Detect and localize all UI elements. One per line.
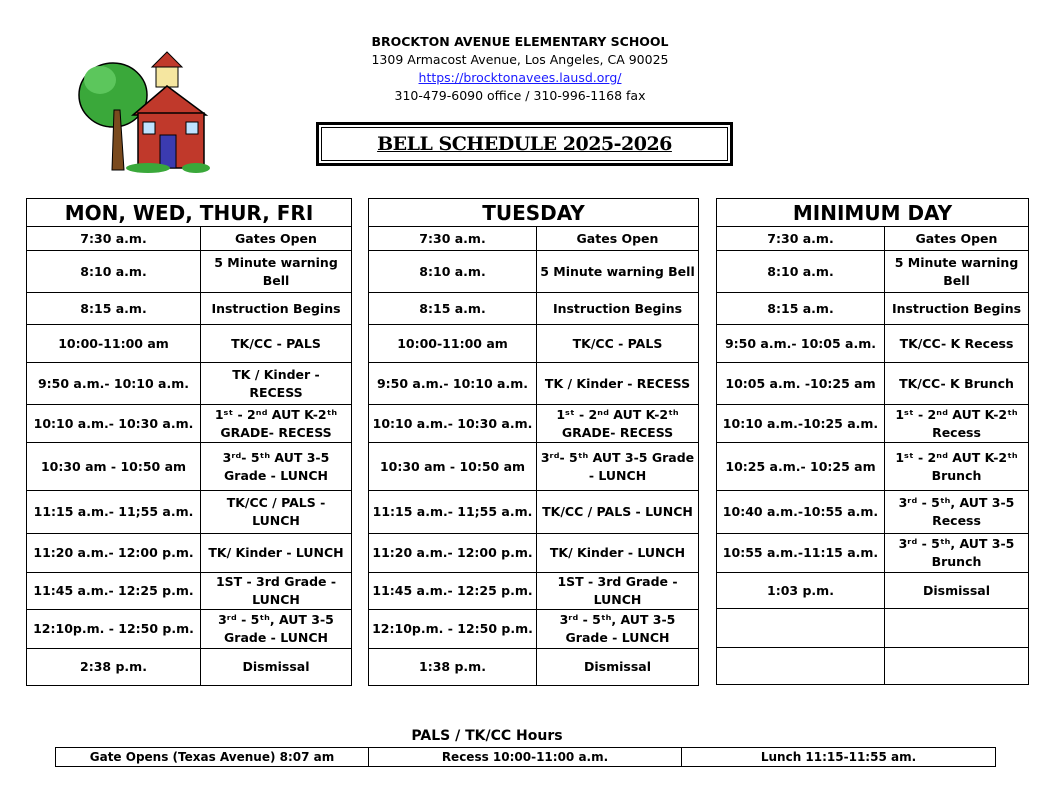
- table-row: [369, 363, 699, 405]
- table-row: [27, 251, 352, 293]
- event-cell: Gates Open: [537, 227, 699, 251]
- event-cell: Instruction Begins: [537, 293, 699, 325]
- table-row: [369, 405, 699, 443]
- table-row: [369, 491, 699, 534]
- event-cell: 1ST - 3rd Grade - LUNCH: [201, 573, 352, 610]
- time-cell: 11:15 a.m.- 11;55 a.m.: [27, 491, 201, 534]
- schedule-table-tuesday: [368, 198, 699, 686]
- time-cell: 12:10p.m. - 12:50 p.m.: [369, 610, 537, 649]
- school-name: BROCKTON AVENUE ELEMENTARY SCHOOL: [371, 34, 669, 49]
- time-cell: 7:30 a.m.: [369, 227, 537, 251]
- time-cell: 11:20 a.m.- 12:00 p.m.: [369, 534, 537, 573]
- time-cell: 9:50 a.m.- 10:10 a.m.: [369, 363, 537, 405]
- page-title: BELL SCHEDULE 2025-2026: [377, 133, 672, 155]
- time-cell: 11:45 a.m.- 12:25 p.m.: [27, 573, 201, 610]
- table-row: [717, 443, 1029, 491]
- time-cell: 9:50 a.m.- 10:10 a.m.: [27, 363, 201, 405]
- schoolhouse-logo-icon: [78, 50, 213, 178]
- time-cell: 10:10 a.m.- 10:30 a.m.: [369, 405, 537, 443]
- event-cell: TK/ Kinder - LUNCH: [537, 534, 699, 573]
- event-cell: [885, 648, 1029, 685]
- event-cell: TK/CC- K Recess: [885, 325, 1029, 363]
- schedule-heading: TUESDAY: [369, 199, 699, 227]
- time-cell: 10:30 am - 10:50 am: [27, 443, 201, 491]
- time-cell: 8:15 a.m.: [717, 293, 885, 325]
- table-row: [27, 649, 352, 686]
- event-cell: 3ʳᵈ - 5ᵗʰ, AUT 3-5 Grade - LUNCH: [201, 610, 352, 649]
- event-cell: 1ˢᵗ - 2ⁿᵈ AUT K-2ᵗʰ GRADE- RECESS: [201, 405, 352, 443]
- table-row: [369, 251, 699, 293]
- time-cell: [717, 609, 885, 648]
- event-cell: TK/CC / PALS - LUNCH: [537, 491, 699, 534]
- table-row: [27, 610, 352, 649]
- table-row: [717, 609, 1029, 648]
- title-box: [316, 122, 733, 166]
- pals-gate-opens: Gate Opens (Texas Avenue) 8:07 am: [56, 748, 369, 767]
- event-cell: 1ˢᵗ - 2ⁿᵈ AUT K-2ᵗʰ Recess: [885, 405, 1029, 443]
- table-row: [369, 534, 699, 573]
- time-cell: 11:20 a.m.- 12:00 p.m.: [27, 534, 201, 573]
- table-row: [717, 325, 1029, 363]
- time-cell: 10:00-11:00 am: [27, 325, 201, 363]
- event-cell: 1ˢᵗ - 2ⁿᵈ AUT K-2ᵗʰ GRADE- RECESS: [537, 405, 699, 443]
- table-row: [27, 363, 352, 405]
- table-row: [27, 573, 352, 610]
- time-cell: 8:15 a.m.: [27, 293, 201, 325]
- table-row: [27, 227, 352, 251]
- table-row: [27, 491, 352, 534]
- event-cell: 3ʳᵈ- 5ᵗʰ AUT 3-5 Grade - LUNCH: [537, 443, 699, 491]
- table-row: [369, 443, 699, 491]
- table-row: [27, 405, 352, 443]
- time-cell: 1:03 p.m.: [717, 573, 885, 609]
- time-cell: 11:15 a.m.- 11;55 a.m.: [369, 491, 537, 534]
- event-cell: Dismissal: [885, 573, 1029, 609]
- event-cell: [885, 609, 1029, 648]
- event-cell: 1ˢᵗ - 2ⁿᵈ AUT K-2ᵗʰ Brunch: [885, 443, 1029, 491]
- event-cell: TK/CC / PALS - LUNCH: [201, 491, 352, 534]
- event-cell: 5 Minute warning Bell: [885, 251, 1029, 293]
- table-row: [369, 573, 699, 610]
- event-cell: Instruction Begins: [201, 293, 352, 325]
- event-cell: TK/CC - PALS: [201, 325, 352, 363]
- time-cell: 7:30 a.m.: [717, 227, 885, 251]
- time-cell: 10:55 a.m.-11:15 a.m.: [717, 534, 885, 573]
- time-cell: 10:30 am - 10:50 am: [369, 443, 537, 491]
- schedule-heading: MINIMUM DAY: [717, 199, 1029, 227]
- event-cell: 3ʳᵈ - 5ᵗʰ, AUT 3-5 Brunch: [885, 534, 1029, 573]
- time-cell: 8:15 a.m.: [369, 293, 537, 325]
- table-row: [717, 573, 1029, 609]
- event-cell: TK / Kinder - RECESS: [537, 363, 699, 405]
- time-cell: 8:10 a.m.: [369, 251, 537, 293]
- event-cell: TK/ Kinder - LUNCH: [201, 534, 352, 573]
- schedule-heading: MON, WED, THUR, FRI: [27, 199, 352, 227]
- event-cell: TK/CC- K Brunch: [885, 363, 1029, 405]
- table-row: [369, 610, 699, 649]
- table-row: [27, 325, 352, 363]
- event-cell: Dismissal: [537, 649, 699, 686]
- time-cell: 8:10 a.m.: [27, 251, 201, 293]
- table-row: [717, 648, 1029, 685]
- time-cell: 12:10p.m. - 12:50 p.m.: [27, 610, 201, 649]
- event-cell: 3ʳᵈ - 5ᵗʰ, AUT 3-5 Grade - LUNCH: [537, 610, 699, 649]
- time-cell: 11:45 a.m.- 12:25 p.m.: [369, 573, 537, 610]
- pals-hours-table: [55, 747, 996, 767]
- table-row: [717, 491, 1029, 534]
- table-row: [27, 293, 352, 325]
- schedule-table-mon-wed-thur-fri: [26, 198, 352, 686]
- table-row: [717, 534, 1029, 573]
- pals-hours-title: PALS / TK/CC Hours: [411, 728, 563, 744]
- time-cell: 10:10 a.m.-10:25 a.m.: [717, 405, 885, 443]
- time-cell: 10:00-11:00 am: [369, 325, 537, 363]
- time-cell: 7:30 a.m.: [27, 227, 201, 251]
- table-row: [369, 649, 699, 686]
- time-cell: 1:38 p.m.: [369, 649, 537, 686]
- table-row: [369, 227, 699, 251]
- event-cell: Dismissal: [201, 649, 352, 686]
- event-cell: TK/CC - PALS: [537, 325, 699, 363]
- table-row: [717, 405, 1029, 443]
- table-row: [717, 363, 1029, 405]
- time-cell: 10:10 a.m.- 10:30 a.m.: [27, 405, 201, 443]
- table-row: [27, 534, 352, 573]
- event-cell: Gates Open: [201, 227, 352, 251]
- time-cell: 10:05 a.m. -10:25 am: [717, 363, 885, 405]
- time-cell: 9:50 a.m.- 10:05 a.m.: [717, 325, 885, 363]
- school-website-link[interactable]: https://brocktonavees.lausd.org/: [418, 70, 622, 85]
- event-cell: 3ʳᵈ - 5ᵗʰ, AUT 3-5 Recess: [885, 491, 1029, 534]
- table-row: [717, 251, 1029, 293]
- event-cell: Gates Open: [885, 227, 1029, 251]
- time-cell: [717, 648, 885, 685]
- event-cell: 1ST - 3rd Grade - LUNCH: [537, 573, 699, 610]
- time-cell: 10:25 a.m.- 10:25 am: [717, 443, 885, 491]
- school-address: 1309 Armacost Avenue, Los Angeles, CA 90025: [371, 52, 669, 67]
- table-row: [369, 293, 699, 325]
- time-cell: 8:10 a.m.: [717, 251, 885, 293]
- pals-recess: Recess 10:00-11:00 a.m.: [369, 748, 682, 767]
- time-cell: 10:40 a.m.-10:55 a.m.: [717, 491, 885, 534]
- school-header: [300, 33, 740, 105]
- event-cell: 3ʳᵈ- 5ᵗʰ AUT 3-5 Grade - LUNCH: [201, 443, 352, 491]
- event-cell: TK / Kinder - RECESS: [201, 363, 352, 405]
- pals-lunch: Lunch 11:15-11:55 am.: [682, 748, 996, 767]
- event-cell: Instruction Begins: [885, 293, 1029, 325]
- event-cell: 5 Minute warning Bell: [537, 251, 699, 293]
- table-row: [717, 227, 1029, 251]
- event-cell: 5 Minute warning Bell: [201, 251, 352, 293]
- time-cell: 2:38 p.m.: [27, 649, 201, 686]
- table-row: [717, 293, 1029, 325]
- schedule-table-minimum-day: [716, 198, 1029, 685]
- table-row: [369, 325, 699, 363]
- table-row: [27, 443, 352, 491]
- school-phone: 310-479-6090 office / 310-996-1168 fax: [394, 88, 646, 103]
